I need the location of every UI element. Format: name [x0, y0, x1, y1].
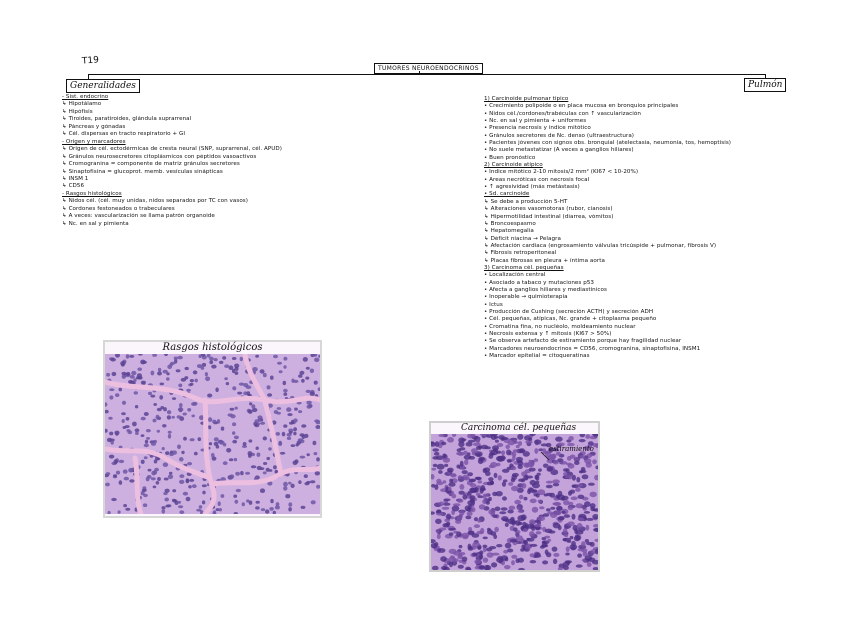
note-line: • Cél. pequeñas, atípicas, Nc. grande + citoplasma pequeño — [484, 316, 657, 323]
note-line: ↳ Broncoespasmo — [484, 220, 536, 227]
pulmon-notes — [484, 96, 784, 360]
note-line: • Afecta a ganglios hiliares y mediastínicos — [484, 286, 607, 293]
note-line: ↳ Hepatomegalia — [484, 228, 534, 235]
note-line: • Presencia necrosis y índice mitótico — [484, 125, 591, 132]
note-line: • Buen pronóstico — [484, 154, 536, 161]
note-line: • Pacientes jóvenes con signos obs. bronquial (atelectasia, neumonía, tos, hemoptisis) — [484, 140, 732, 147]
section-header-pulmon: Pulmón — [744, 78, 786, 92]
note-line: • Ictus — [484, 301, 503, 308]
note-line: ↳ Cromogranina = componente de matriz gránulos secretores — [62, 161, 240, 168]
note-line: ↳ Hipotálamo — [62, 101, 102, 108]
note-line: • ↑ agresividad (más metástasis) — [484, 184, 580, 191]
note-line: ↳ INSM 1 — [62, 175, 89, 182]
histology-image-small-cells — [431, 434, 598, 570]
note-line: • Áreas necróticas con necrosis focal — [484, 176, 590, 183]
note-line: • Índice mitótico 2-10 mitosis/2 mm² (KI67 < 10-20%) — [484, 169, 639, 176]
note-line: • No suele metastatizar (A veces a ganglios hiliares) — [484, 147, 634, 154]
note-line: • Producción de Cushing (secreción ACTH) y secreción ADH — [484, 308, 654, 315]
note-line: • Nidos cél./cordones/trabéculas con ↑ vascularización — [484, 110, 641, 117]
note-line: ↳ Nidos cél. (cél. muy unidas, nidos separados por TC con vasos) — [62, 198, 248, 205]
note-line: • Cromatina fina, no nucléolo, moldeamiento nuclear — [484, 323, 636, 330]
note-line: ↳ CD56 — [62, 183, 85, 190]
note-line: ↳ Cél. dispersas en tracto respiratorio + GI — [62, 131, 186, 138]
page-tag: T19 — [81, 55, 100, 67]
figure-carcinoma-celulas-pequenas — [429, 421, 600, 572]
generalidades-notes — [62, 94, 352, 228]
note-line: • Marcadores neuroendocrinos = CD56, cromogranina, sinaptofisina, INSM1 — [484, 345, 701, 352]
note-line: • Se observa artefacto de estiramiento porque hay fragilidad nuclear — [484, 338, 682, 345]
note-line: ↳ Placas fibrosas en pleura + íntima aorta — [484, 257, 605, 264]
note-line: ↳ Fibrosis retroperitoneal — [484, 250, 557, 257]
note-line: • Nc. en sal y pimienta + uniformes — [484, 118, 587, 125]
note-line: - Sist. endocrino — [62, 94, 109, 100]
section-header-generalidades: Generalidades — [66, 79, 140, 93]
histology-image-nests — [105, 354, 320, 514]
note-line: • Necrosis extensa y ↑ mitosis (KI67 > 50%) — [484, 331, 612, 337]
note-line: • Sd. carcinoide — [484, 191, 530, 198]
note-line: ↳ Cordones festoneados o trabeculares — [62, 205, 175, 212]
note-line: - Rasgos histológicos — [62, 190, 122, 197]
note-line: ↳ Hipófisis — [62, 108, 93, 115]
note-line: ↳ Hipermotilidad intestinal (diarrea, vómitos) — [484, 213, 614, 220]
annotation-estiramiento: estiramiento — [549, 445, 594, 453]
figure-title: Carcinoma cél. pequeñas — [461, 423, 577, 433]
note-line: ↳ Afectación cardiaca (engrosamiento válvulas tricúspide + pulmonar, fibrosis V) — [484, 242, 717, 249]
figure-rasgos-histologicos — [103, 340, 322, 518]
note-line: ↳ Alteraciones vasomotoras (rubor, cianosis) — [484, 206, 613, 213]
note-line: 3) Carcinoma cél. pequeñas — [484, 264, 564, 271]
note-line: - Origen y marcadores — [62, 138, 126, 145]
note-line: ↳ Nc. en sal y pimienta — [62, 220, 129, 227]
note-line: • Marcador epitelial = citoqueratinas — [484, 353, 590, 360]
page-title: TUMORES NEUROENDOCRINOS — [374, 63, 483, 74]
note-line: • Localización central — [484, 272, 546, 279]
figure-title: Rasgos histológicos — [162, 342, 263, 353]
note-line: ↳ Tiroides, paratiroides, glándula suprarrenal — [62, 116, 192, 123]
note-line: ↳ Gránulos neurosecretores citoplásmicos con péptidos vasoactivos — [62, 153, 257, 160]
note-line: ↳ A veces: vascularización se llama patrón organoide — [62, 213, 215, 220]
note-line: ↳ Origen de cél. ectodérmicas de cresta neural (SNP, suprarrenal, cél. APUD) — [62, 146, 283, 153]
note-line: • Inoperable → quimioterapia — [484, 294, 568, 301]
header-divider — [88, 74, 766, 75]
center-connector — [419, 71, 420, 74]
note-line: • Crecimiento polipoide o en placa mucosa en bronquios principales — [484, 103, 679, 110]
note-line: 1) Carcinoide pulmonar típico — [484, 96, 569, 102]
note-line: ↳ Sinaptofisina = glucoprot. memb. vesículas sinápticas — [62, 168, 223, 175]
note-line: ↳ Se debe a producción 5-HT — [484, 198, 568, 205]
note-line: ↳ Páncreas y gónadas — [62, 123, 126, 130]
note-line: • Gránulos secretores de Nc. denso (ultraestructura) — [484, 132, 635, 139]
note-line: • Asociado a tabaco y mutaciones p53 — [484, 279, 595, 286]
note-line: ↳ Déficit niacina → Pelagra — [484, 235, 561, 242]
note-line: 2) Carcinoide atípico — [484, 162, 543, 169]
